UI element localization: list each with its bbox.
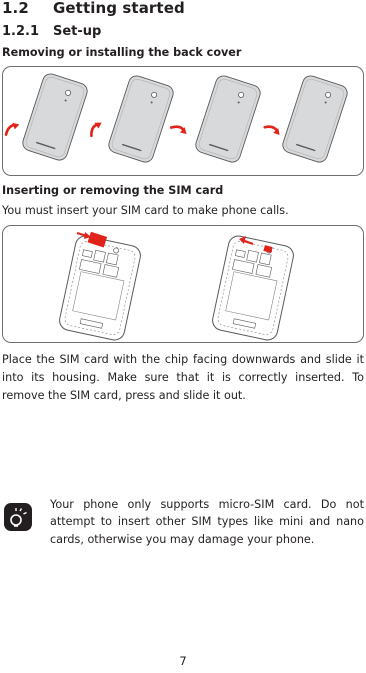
sim-instructions: Place the SIM card with the chip facing downwards and slide it into its housing. Make sure that it is correctly inserted. To remove the SIM card, press and slide it out. <box>2 353 364 402</box>
phone-back-4 <box>281 74 349 164</box>
subsection-heading <box>2 24 101 39</box>
phone-open-1 <box>58 234 143 342</box>
phone-open-2 <box>211 234 296 342</box>
section-title: Getting started <box>53 0 185 17</box>
sim-card-illustration <box>2 225 364 343</box>
subsection-title: Set-up <box>53 24 102 39</box>
arrow-1 <box>3 121 21 135</box>
phone-back-3 <box>194 74 262 164</box>
sim-heading: Inserting or removing the SIM card <box>2 184 224 197</box>
subsection-number: 1.2.1 <box>2 24 40 39</box>
phone-back-1 <box>21 72 89 162</box>
phone-back-2 <box>107 74 175 164</box>
sim-intro: You must insert your SIM card to make phone calls. <box>2 204 289 217</box>
back-cover-illustration <box>2 66 364 176</box>
lightbulb-icon <box>4 503 32 531</box>
arrow-3 <box>171 121 189 138</box>
arrow-2 <box>86 119 104 136</box>
section-heading <box>2 0 185 17</box>
tip-text: Your phone only supports micro-SIM card. Do not attempt to insert other SIM types like mini and nano cards, otherwise you may damage your phone. <box>50 498 364 546</box>
back-cover-heading: Removing or installing the back cover <box>2 46 242 59</box>
section-number: 1.2 <box>2 0 29 17</box>
page-number: 7 <box>179 654 187 668</box>
arrow-4 <box>265 121 283 139</box>
